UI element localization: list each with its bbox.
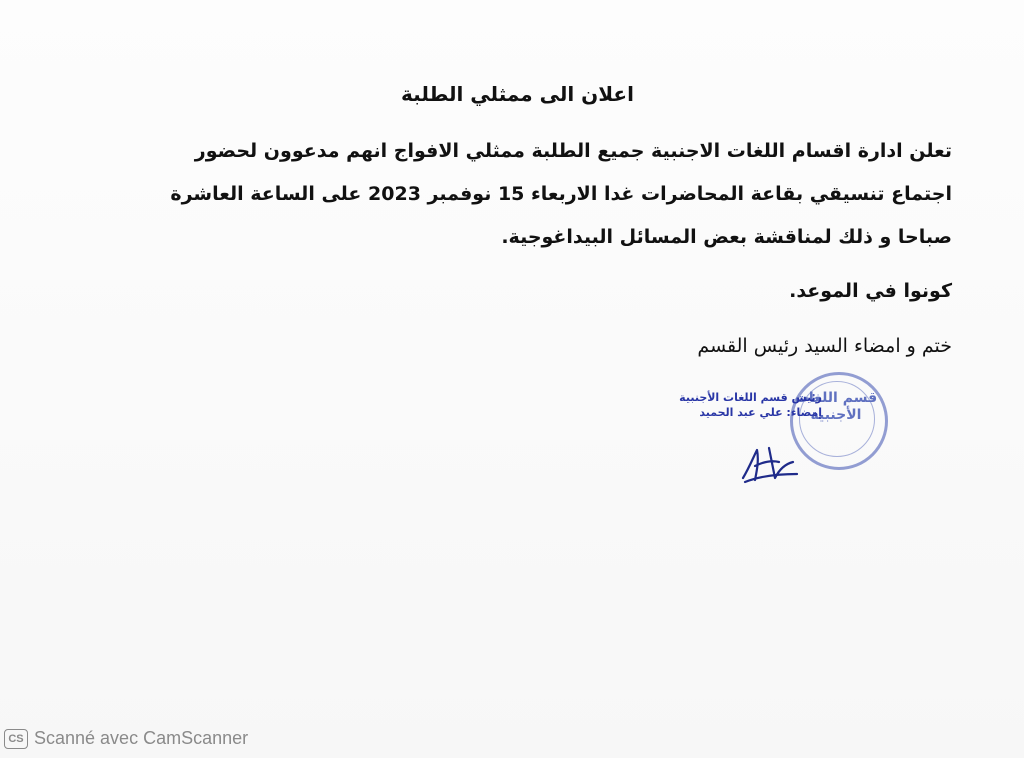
stamp-center-line-1: قسم اللغات	[794, 390, 878, 406]
scanner-watermark-text: Scanné avec CamScanner	[34, 728, 249, 748]
announcement-line-1: تعلن ادارة اقسام اللغات الاجنبية جميع الطلبة ممثلي الافواج انهم مدعوون لحضور	[194, 140, 952, 162]
closing-line: كونوا في الموعد.	[789, 280, 952, 302]
announcement-line-3: صباحا و ذلك لمناقشة بعض المسائل البيداغوجية.	[501, 226, 952, 248]
stamp-line-2: إمضاء: علي عبد الحميد	[699, 406, 822, 419]
announcement-title: اعلان الى ممثلي الطلبة	[401, 82, 634, 106]
stamp-center-line-2: الأجنبية	[810, 407, 862, 423]
scanner-watermark	[4, 728, 248, 749]
head-of-department-stamp	[672, 390, 822, 420]
stamp-line-1: رئيس قسم اللغات الأجنبية	[679, 391, 822, 404]
announcement-line-2: اجتماع تنسيقي بقاعة المحاضرات غدا الاربعاء 15 نوفمبر 2023 على الساعة العاشرة	[170, 183, 952, 205]
camscanner-icon: CS	[4, 729, 28, 749]
signature-caption: ختم و امضاء السيد رئيس القسم	[697, 335, 952, 357]
handwritten-signature	[735, 440, 805, 485]
